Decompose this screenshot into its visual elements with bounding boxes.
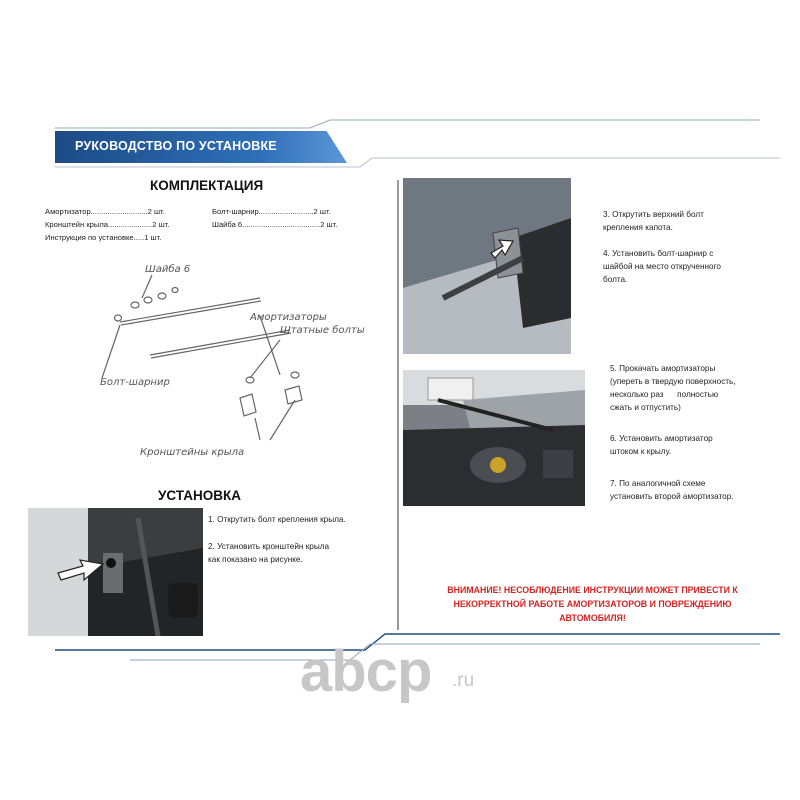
step-7-line1: 7. По аналогичной схеме	[610, 479, 706, 488]
warning-line-1: ВНИМАНИЕ! НЕСОБЛЮДЕНИЕ ИНСТРУКЦИИ МОЖЕТ ПРИВЕСТИ К	[447, 585, 738, 595]
warning-line-3: АВТОМОБИЛЯ!	[559, 613, 626, 623]
step-5-line3: несколько раз полностью	[610, 390, 719, 399]
step-5-line2: (упереть в твердую поверхность,	[610, 377, 736, 386]
kit-item-bracket: Кронштейн крыла.....................2 шт.	[45, 220, 170, 229]
kit-title: КОМПЛЕКТАЦИЯ	[150, 178, 264, 193]
diagram-label-washer: Шайба 6	[145, 264, 191, 275]
kit-item-ball-bolt: Болт-шарнир..........................2 шт.	[212, 207, 331, 216]
install-title: УСТАНОВКА	[158, 488, 241, 503]
warning-line-2: НЕКОРРЕКТНОЙ РАБОТЕ АМОРТИЗАТОРОВ И ПОВРЕЖДЕНИЮ	[453, 599, 732, 609]
photo-hood-hinge	[403, 178, 571, 354]
kit-item-shock: Амортизатор...........................2 шт.	[45, 207, 165, 216]
step-6-line2: штоком к крылу.	[610, 447, 672, 456]
kit-item-washer: Шайба 6.....................................2 шт.	[212, 220, 338, 229]
step-2-line2: как показано на рисунке.	[208, 555, 303, 564]
step-4-line2: шайбой на место открученного	[603, 262, 721, 271]
step-5-line4: сжать и отпустить)	[610, 403, 681, 412]
step-3-line1: 3. Открутить верхний болт	[603, 210, 704, 219]
step-1: 1. Открутить болт крепления крыла.	[208, 515, 346, 524]
photo-fender-bracket	[28, 508, 203, 636]
kit-item-instruction: Инструкция по установке.....1 шт.	[45, 233, 162, 242]
diagram-label-ball-bolt: Болт-шарнир	[100, 377, 170, 388]
page-title: РУКОВОДСТВО ПО УСТАНОВКЕ	[75, 139, 277, 153]
step-6-line1: 6. Установить амортизатор	[610, 434, 713, 443]
diagram-label-brackets: Кронштейны крыла	[140, 447, 245, 458]
watermark-suffix: .ru	[452, 670, 475, 691]
watermark-logo: abcp	[300, 639, 432, 704]
diagram-label-bolts: Штатные болты	[280, 325, 365, 336]
step-5-line1: 5. Прокачать амортизаторы	[610, 364, 716, 373]
step-7-line2: установить второй амортизатор.	[610, 492, 734, 501]
step-4-line1: 4. Установить болт-шарнир с	[603, 249, 714, 258]
parts-diagram	[90, 250, 390, 465]
photo-engine-bay	[403, 370, 585, 506]
step-3-line2: крепления капота.	[603, 223, 673, 232]
step-4-line3: болта.	[603, 275, 628, 284]
warning-notice	[395, 583, 790, 625]
diagram-label-shocks: Амортизаторы	[250, 312, 327, 323]
step-2-line1: 2. Установить кронштейн крыла	[208, 542, 330, 551]
